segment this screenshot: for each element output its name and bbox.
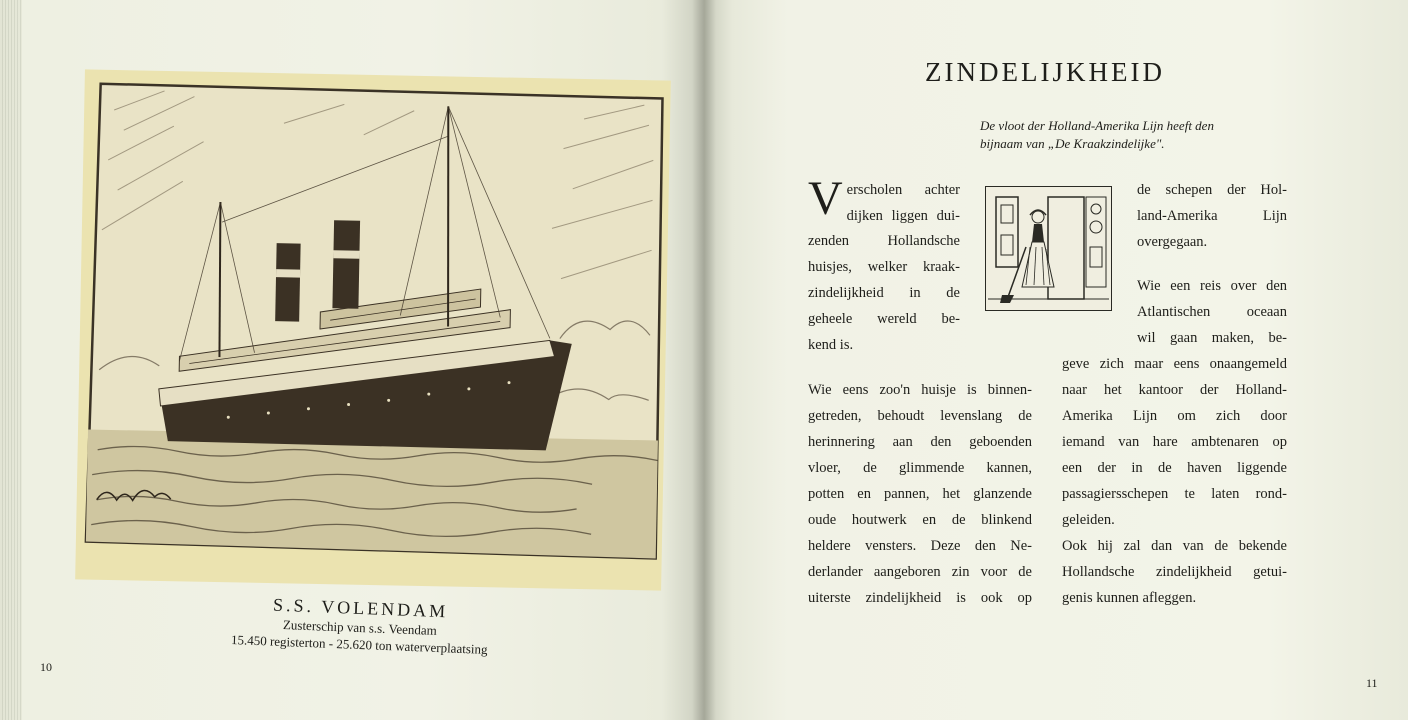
column-one-opening bbox=[808, 172, 960, 229]
text-line: Wie eens zoo'n huisje is binnen- bbox=[808, 382, 1032, 398]
ship-name: S.S. VOLENDAM bbox=[272, 594, 449, 622]
text-line: geve zich maar eens onaangemeld bbox=[1062, 356, 1287, 372]
text-line: land-Amerika Lijn bbox=[1137, 208, 1287, 224]
text-line: derlander aangeboren zin voor de bbox=[808, 564, 1032, 580]
text-line: zindelijkheid in de bbox=[808, 285, 960, 301]
text-line: Wie een reis over den bbox=[1137, 278, 1287, 294]
text-line: herinnering aan den geboenden bbox=[808, 434, 1032, 450]
column-one-paragraph-two bbox=[808, 377, 1032, 611]
right-page bbox=[704, 0, 1408, 720]
text-line: wil gaan maken, be- bbox=[1137, 330, 1287, 346]
text-line: iemand van hare ambtenaren op bbox=[1062, 434, 1287, 450]
text-line: geleiden. bbox=[1062, 512, 1115, 528]
text-line: Ook hij zal dan van de bekende bbox=[1062, 538, 1287, 554]
opening-line-2: dijken liggen dui- bbox=[846, 208, 960, 224]
text-line: een der in de haven liggende bbox=[1062, 460, 1287, 476]
dutch-girl-drawing bbox=[986, 187, 1111, 310]
page-number-left: 10 bbox=[40, 660, 52, 674]
column-one-text bbox=[808, 228, 960, 358]
text-line: uiterste zindelijkheid is ook op bbox=[808, 590, 1032, 606]
drop-cap: V bbox=[808, 172, 843, 225]
text-line: potten en pannen, het glanzende bbox=[808, 486, 1032, 502]
intro-line: bijnaam van „De Kraakzindelijke". bbox=[980, 136, 1165, 151]
column-two-paragraph-two bbox=[1137, 273, 1287, 351]
text-line: de schepen der Hol- bbox=[1137, 182, 1287, 198]
ship-subtitle: Zusterschip van s.s. Veendam bbox=[282, 617, 438, 638]
text-line: huisjes, welker kraak- bbox=[808, 259, 960, 275]
ship-caption bbox=[224, 593, 496, 658]
text-line: naar het kantoor der Holland- bbox=[1062, 382, 1287, 398]
text-line: Amerika Lijn om zich door bbox=[1062, 408, 1287, 424]
ship-specs: 15.450 registerton - 25.620 ton waterverplaatsing bbox=[230, 632, 488, 657]
text-line: overgegaan. bbox=[1137, 234, 1208, 250]
text-line: passagiersschepen te laten rond- bbox=[1062, 486, 1287, 502]
text-line: zenden Hollandsche bbox=[808, 233, 960, 249]
text-line: getreden, behoudt levenslang de bbox=[808, 408, 1032, 424]
text-line: Hollandsche zindelijkheid getui- bbox=[1062, 564, 1287, 580]
ship-illustration bbox=[75, 69, 671, 590]
book-gutter bbox=[692, 0, 716, 720]
text-line: genis kunnen afleggen. bbox=[1062, 590, 1197, 606]
text-line: Atlantischen oceaan bbox=[1137, 304, 1287, 320]
column-two-text bbox=[1062, 351, 1287, 611]
text-line: kend is. bbox=[808, 337, 854, 353]
page-number-right: 11 bbox=[1366, 676, 1378, 690]
text-line: geheele wereld be- bbox=[808, 311, 960, 327]
dutch-girl-vignette bbox=[985, 186, 1112, 311]
text-line: heldere vensters. Deze den Ne- bbox=[808, 538, 1032, 554]
intro-text bbox=[980, 117, 1290, 153]
text-line: vloer, de glimmende kannen, bbox=[808, 460, 1032, 476]
intro-line: De vloot der Holland-Amerika Lijn heeft den bbox=[980, 118, 1214, 133]
page-title: ZINDELIJKHEID bbox=[925, 57, 1165, 87]
page-edges bbox=[0, 0, 22, 720]
ship-drawing bbox=[75, 69, 671, 590]
opening-line-1-text: erscholen achter bbox=[846, 182, 960, 198]
column-two-opening bbox=[1137, 177, 1287, 255]
text-line: oude houtwerk en de blinkend bbox=[808, 512, 1032, 528]
